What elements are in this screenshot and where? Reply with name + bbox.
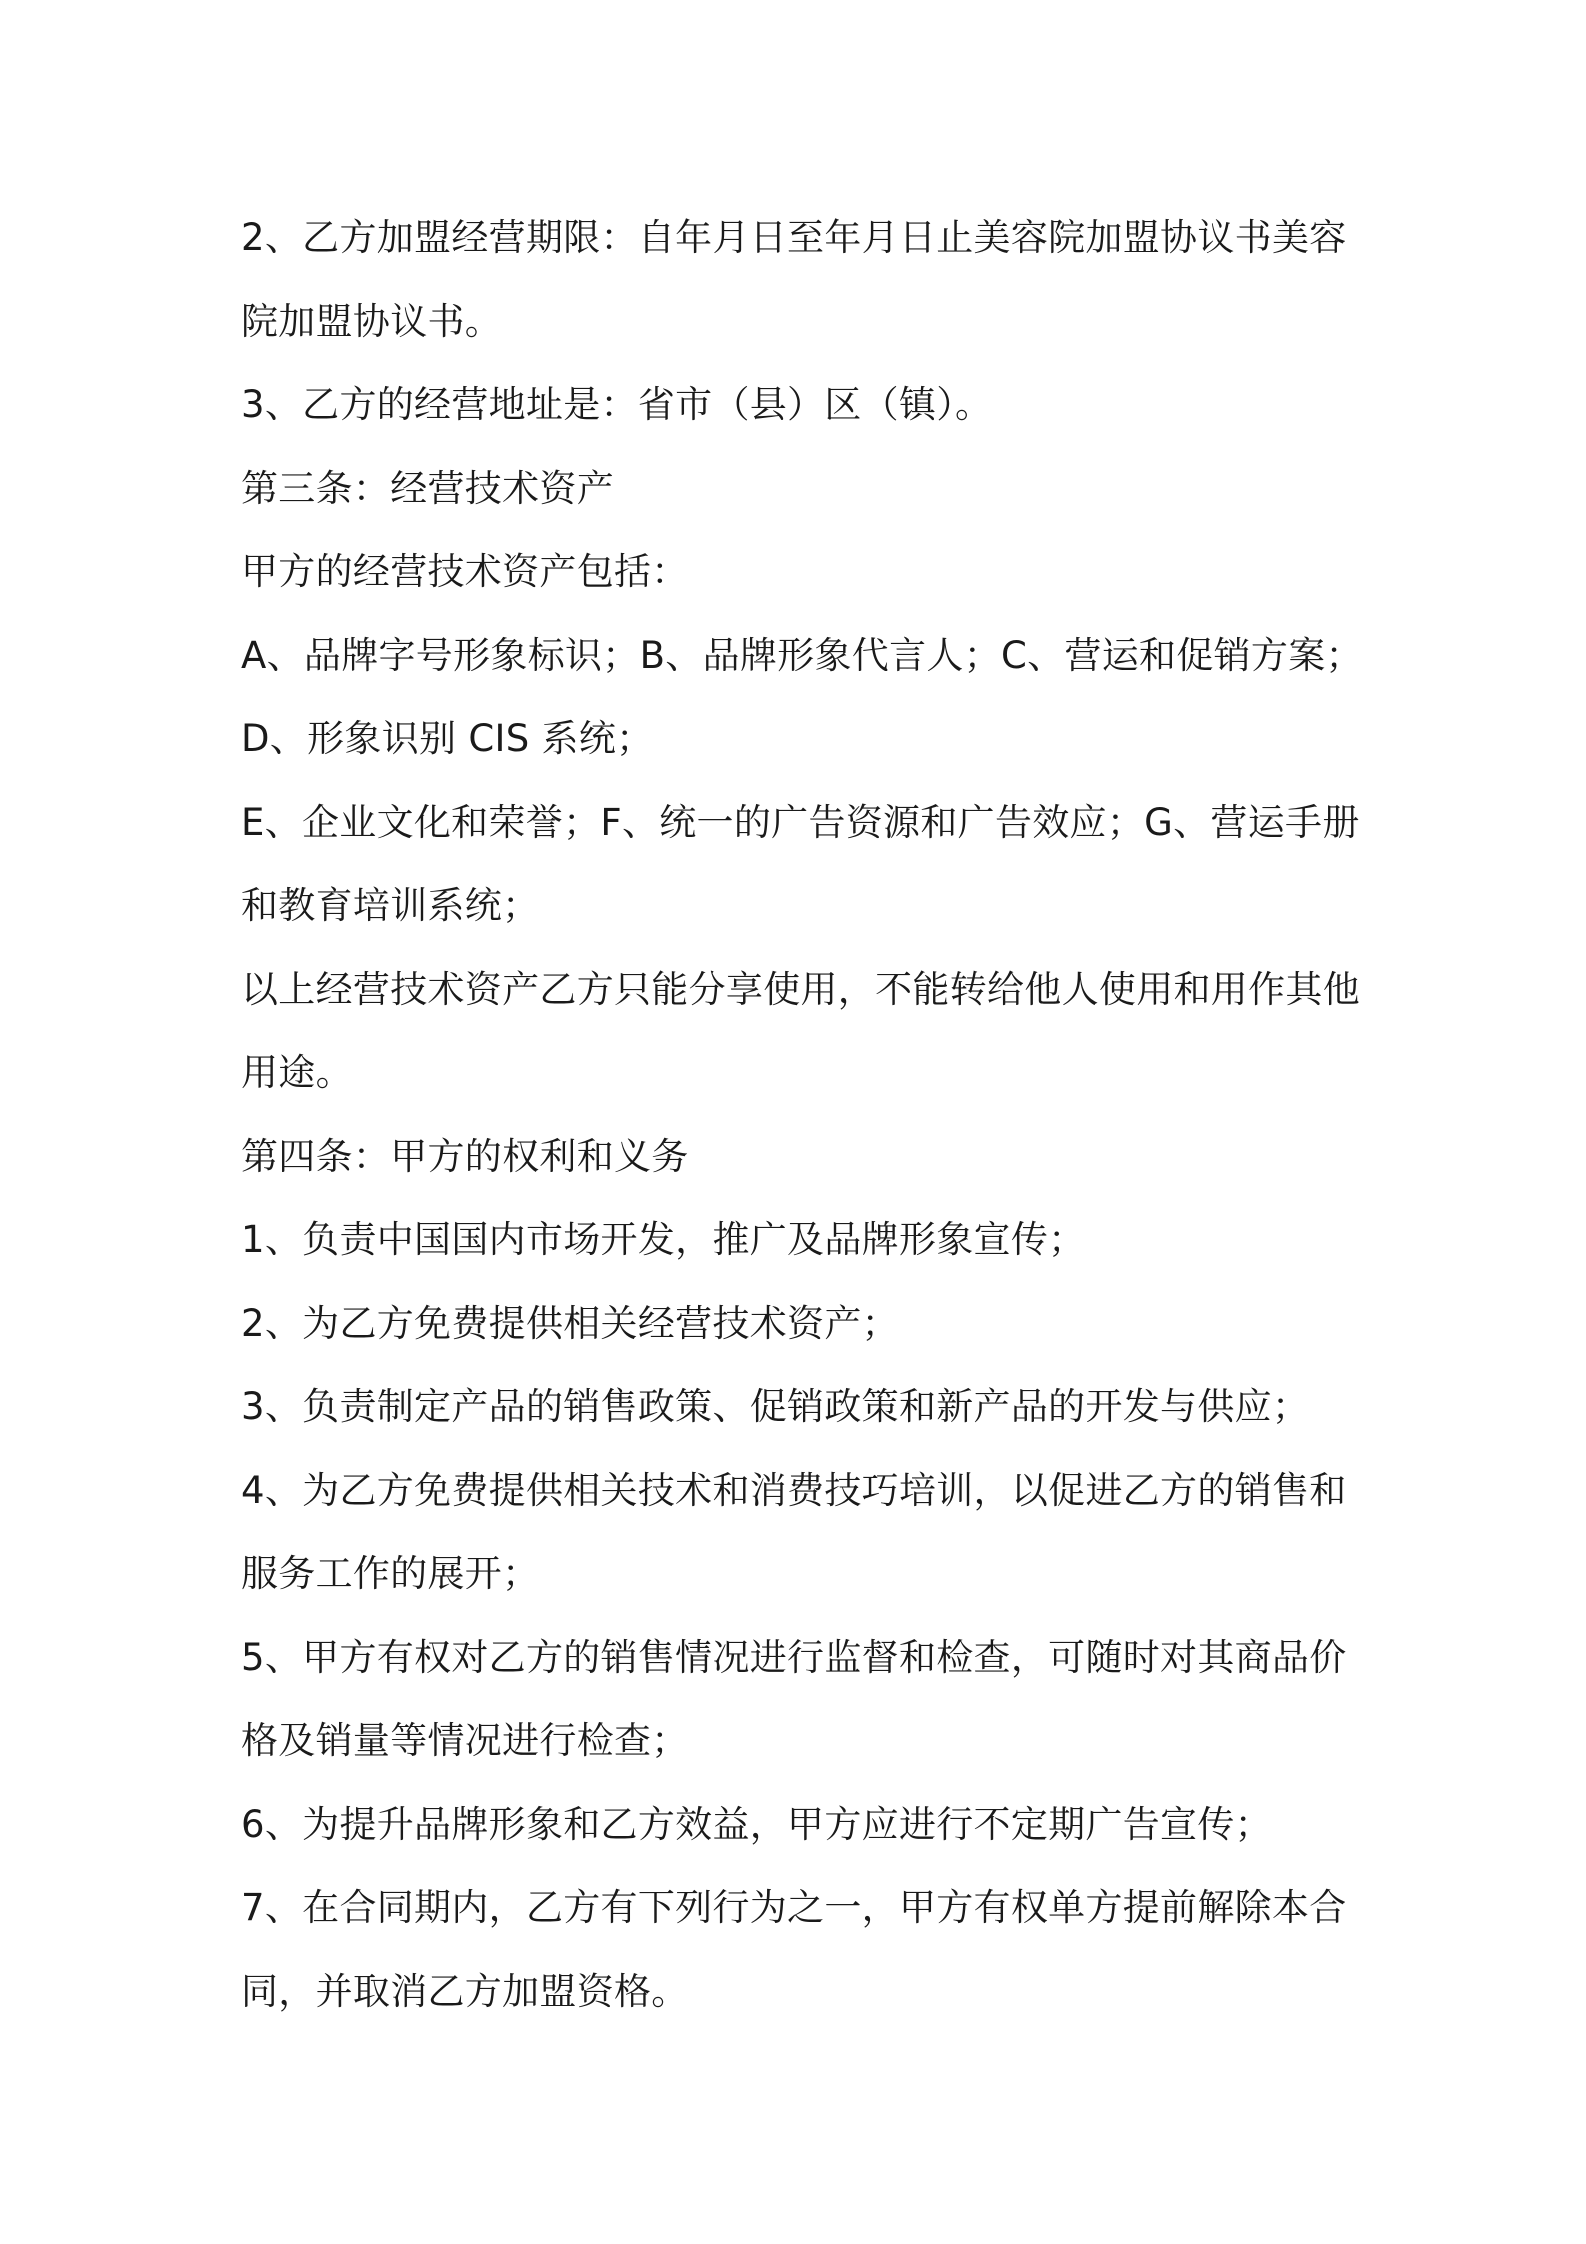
document-body bbox=[241, 196, 1371, 2033]
paragraph-address: 3、乙方的经营地址是：省市（县）区（镇）。 bbox=[241, 383, 993, 426]
paragraph-term-period: 2、乙方加盟经营期限：自年月日至年月日止美容院加盟协议书美容院加盟协议书。 bbox=[241, 216, 1347, 343]
paragraph-assets-usage: 以上经营技术资产乙方只能分享使用，不能转给他人使用和用作其他用途。 bbox=[241, 967, 1360, 1094]
paragraph-duty-5: 5、甲方有权对乙方的销售情况进行监督和检查，可随时对其商品价格及销量等情况进行检查； bbox=[241, 1635, 1347, 1762]
paragraph-assets-abc: A、品牌字号形象标识；B、品牌形象代言人；C、营运和促销方案； bbox=[241, 633, 1363, 677]
paragraph-duty-4: 4、为乙方免费提供相关技术和消费技巧培训，以促进乙方的销售和服务工作的展开； bbox=[241, 1468, 1347, 1595]
paragraph-duty-1: 1、负责中国国内市场开发，推广及品牌形象宣传； bbox=[241, 1218, 1086, 1261]
paragraph-assets-efg: E、企业文化和荣誉；F、统一的广告资源和广告效应；G、营运手册和教育培训系统； bbox=[241, 800, 1360, 927]
paragraph-assets-d: D、形象识别 CIS 系统； bbox=[241, 717, 654, 760]
heading-article-four: 第四条：甲方的权利和义务 bbox=[241, 1134, 689, 1178]
paragraph-duty-2: 2、为乙方免费提供相关经营技术资产； bbox=[241, 1301, 899, 1345]
paragraph-duty-7: 7、在合同期内，乙方有下列行为之一，甲方有权单方提前解除本合同，并取消乙方加盟资格。 bbox=[241, 1886, 1347, 2013]
heading-article-three: 第三条：经营技术资产 bbox=[241, 466, 614, 510]
paragraph-duty-3: 3、负责制定产品的销售政策、促销政策和新产品的开发与供应； bbox=[241, 1385, 1310, 1428]
paragraph-assets-intro: 甲方的经营技术资产包括： bbox=[241, 550, 689, 593]
paragraph-duty-6: 6、为提升品牌形象和乙方效益，甲方应进行不定期广告宣传； bbox=[241, 1802, 1272, 1846]
